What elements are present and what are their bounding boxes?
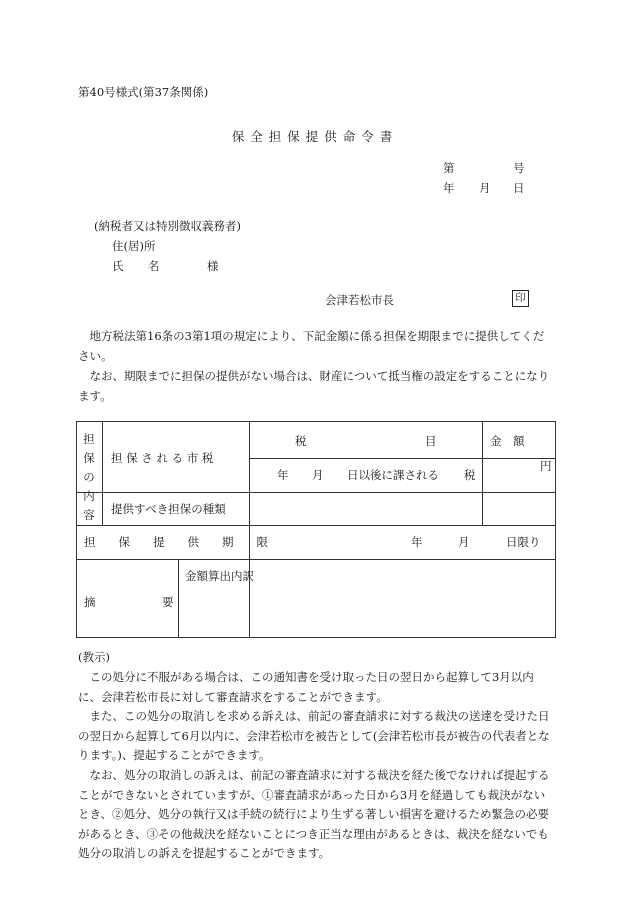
recipient-role: (納税者又は特別徴収義務者) [94,219,241,233]
tax-column-header: 税 [295,434,307,448]
body-paragraph-2: なお、期限までに担保の提供がない場合は、財産について抵当権の設定をすることになります。 [78,369,550,403]
amount-calculation-label: 金額算出内訳 [185,569,254,583]
item-column-header: 目 [425,434,437,448]
yen-unit: 円 [540,459,552,473]
recipient-address-label: 住(居)所 [112,239,156,253]
tax-date-phrase: 日以後に課される [347,468,439,482]
deadline-label: 担 保 提 供 期 限 [84,535,268,549]
seal-mark: 印 [512,290,529,307]
number-prefix: 第 [443,161,455,175]
instructions-paragraph-2: また、この処分の取消しを求める訴えは、前記の審査請求に対する裁決の送達を受けた日の翌日から起算して6月以内に、会津若松市を被告として(会津若松市長が被告の代表者となります。)、提起することができます。 [78,709,550,763]
number-suffix: 号 [513,161,525,175]
form-number: 第40号様式(第37条関係) [78,85,209,99]
secured-tax-label: 担 保 さ れ る 市 税 [111,451,214,465]
tax-suffix: 税 [464,468,476,482]
deadline-day: 日限り [506,535,541,549]
summary-label-a: 摘 [84,595,96,609]
deadline-month: 月 [458,535,470,549]
deadline-year: 年 [411,535,423,549]
tax-month-label: 月 [312,468,324,482]
guarantee-contents-label: 担保の内容 [83,432,95,522]
date-day: 日 [513,181,525,195]
collateral-type-label: 提供すべき担保の種類 [111,502,226,516]
instructions-paragraph-3: なお、処分の取消しの訴えは、前記の審査請求に対する裁決を経た後でなければ提起することができないとされていますが、①審査請求があった日から3月を経過しても裁決がないとき、②処分、処分の執行又は手続の続行により生ずる著しい損害を避けるため緊急の必要があるとき、③その他裁決を経ないことにつき正当な理由があるときは、裁決を経ないでも処分の取消しの訴えを提起することができます。 [78,768,550,861]
date-month: 月 [479,181,491,195]
issuer-name: 会津若松市長 [325,293,394,307]
amount-column-header: 金 額 [490,434,525,448]
body-paragraph-1: 地方税法第16条の3第1項の規定により、下記金額に係る担保を期限までに提供してください。 [78,329,545,363]
summary-label-b: 要 [162,595,174,609]
recipient-name-label-b: 名 [148,259,160,273]
guarantee-table [76,421,556,638]
instructions-heading: (教示) [78,650,110,664]
date-year: 年 [443,181,455,195]
tax-year-label: 年 [277,468,289,482]
document-title: 保全担保提供命令書 [231,129,399,144]
recipient-honorific: 様 [207,259,219,273]
instructions-paragraph-1: この処分に不服がある場合は、この通知書を受け取った日の翌日から起算して3月以内に、会津若松市長に対して審査請求をすることができます。 [78,670,534,704]
recipient-name-label-a: 氏 [112,259,124,273]
